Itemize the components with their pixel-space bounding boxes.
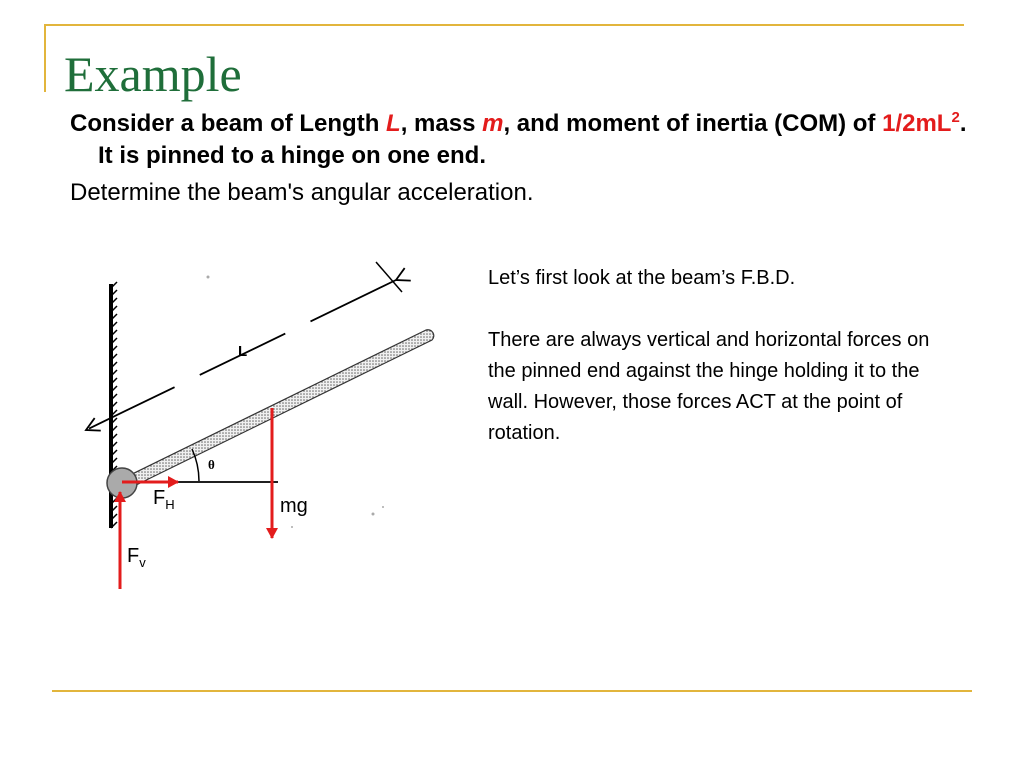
length-symbol: L (386, 110, 401, 137)
inertia-exponent: 2 (951, 109, 960, 126)
question-bullet: Determine the beam's angular acceleration. (70, 179, 534, 206)
mass-symbol: m (482, 110, 504, 137)
explanation-text (488, 263, 958, 480)
explanation-paragraph-2: There are always vertical and horizontal forces on the pinned end against the hinge holding it to the wall. However, those forces ACT at the point of rotation. (488, 329, 930, 444)
bottom-frame-line (52, 690, 972, 692)
slide-title: Example (64, 46, 242, 102)
top-frame-line (44, 24, 964, 26)
horizontal-force-symbol: F (153, 487, 166, 509)
vertical-force-label (127, 545, 146, 570)
inertia-expression: 1/2mL (882, 110, 952, 137)
problem-text-3: , and moment of inertia (COM) of (503, 110, 883, 137)
left-frame-line (44, 24, 46, 92)
problem-statement (70, 108, 970, 210)
problem-text-4: . It is pinned to a hinge on one end. (98, 110, 967, 169)
horizontal-force-subscript: H (165, 497, 175, 512)
angle-label: θ (208, 457, 215, 472)
problem-bullet (70, 108, 970, 172)
beam-diagram (78, 252, 438, 592)
weight-force-label: mg (280, 495, 308, 517)
problem-text-1: Consider a beam of Length (70, 110, 387, 137)
diagram-background (78, 252, 438, 547)
length-label: L (238, 343, 248, 360)
vertical-force-symbol: F (127, 545, 140, 567)
problem-text-2: , mass (400, 110, 483, 137)
vertical-force-subscript: v (139, 555, 146, 570)
explanation-paragraph-1: Let’s first look at the beam’s F.B.D. (488, 267, 796, 289)
beam-diagram-svg (78, 252, 438, 592)
